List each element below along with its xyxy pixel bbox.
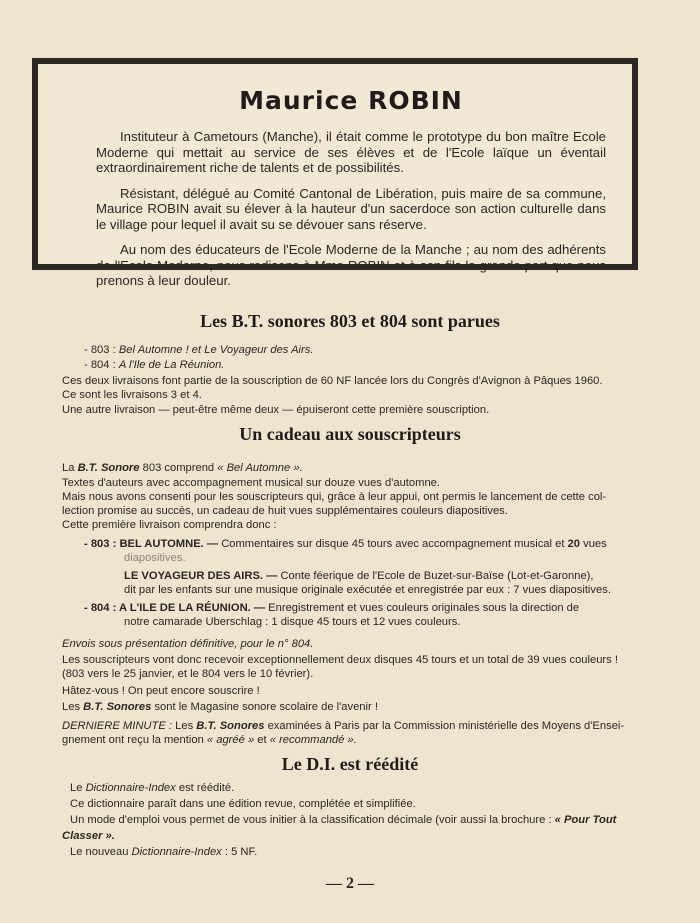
item-804: - 804 : A l'Ile de La Réunion. [84,359,225,371]
memorial-paragraph: Instituteur à Cametours (Manche), il était comme le prototype du bon maître Ecole Moderne qui mettait au service de ses élèves et de l'Ecole laïque un éventail extraordinairement riche de talents et de possibilités. [96,129,606,175]
text-line: Envois sous présentation définitive, pour le n° 804. [62,638,314,650]
page-number: — 2 — [326,875,374,892]
item-803-detail: - 803 : BEL AUTOMNE. — Commentaires sur disque 45 tours avec accompagnement musical et 20 vues [84,538,607,550]
text-line: Un mode d'emploi vous permet de vous initier à la classification décimale (voir aussi la brochure : « Pour Tout [70,814,617,826]
text-line: gnement ont reçu la mention « agréé » et « recommandé ». [62,734,357,746]
text-line: La B.T. Sonore 803 comprend « Bel Automne ». [62,462,303,474]
text-line: lection promise au succès, un cadeau de huit vues supplémentaires couleurs diapositives. [62,505,508,517]
derniere-minute: DERNIERE MINUTE : Les B.T. Sonores examinées à Paris par la Commission ministérielle des Moyens d'Ensei- [62,720,625,732]
text-line: Textes d'auteurs avec accompagnement musical sur douze vues d'automne. [62,477,441,489]
item-804-detail: - 804 : A L'ILE DE LA RÉUNION. — Enregistrement et vues couleurs originales sous la direction de [84,602,580,614]
memorial-box [32,58,638,288]
text-line: Ce dictionnaire paraît dans une édition revue, complétée et simplifiée. [70,798,416,810]
item-803: - 803 : Bel Automne ! et Le Voyageur des Airs. [84,344,314,356]
text-line: Les B.T. Sonores sont le Magasine sonore scolaire de l'avenir ! [62,701,378,713]
text-line: Hâtez-vous ! On peut encore souscrire ! [62,685,260,697]
text-line: notre camarade Uberschlag : 1 disque 45 tours et 12 vues couleurs. [124,616,461,628]
section-heading-cadeau: Un cadeau aux souscripteurs [239,424,461,444]
text-line: Cette première livraison comprendra donc : [62,519,277,531]
text-line: Mais nous avons consenti pour les souscripteurs qui, grâce à leur appui, ont permis le lancement de cette col- [62,491,607,503]
memorial-paragraph: Résistant, délégué au Comité Cantonal de Libération, puis maire de sa commune, Maurice ROBIN avait su élever à la hauteur d'un sacerdoce son action culturelle dans le village pour lequel il avait su se dévouer sans réserve. [96,185,606,232]
text-line: Ce sont les livraisons 3 et 4. [62,389,202,401]
memorial-paragraph: Au nom des éducateurs de l'Ecole Moderne de la Manche ; au nom des adhérents de l'Ecole Moderne, nous redisons à Mme ROBIN et à son fils la grande part que nous prenons à leur douleur. [96,242,606,288]
section-heading-di: Le D.I. est réédité [281,754,419,774]
text-line: (803 vers le 25 janvier, et le 804 vers le 10 février). [62,668,314,680]
text-line: Classer ». [62,830,115,842]
text-line: Une autre livraison — peut-être même deux — épuiseront cette première souscription. [62,404,490,416]
text-line: Ces deux livraisons font partie de la souscription de 60 NF lancée lors du Congrès d'Avignon à Pâques 1960. [62,375,603,387]
voyageur-detail: LE VOYAGEUR DES AIRS. — Conte féerique de l'Ecole de Buzet-sur-Baïse (Lot-et-Garonne), [124,570,594,582]
text-line: Le nouveau Dictionnaire-Index : 5 NF. [70,846,258,858]
memorial-title: Maurice ROBIN [239,86,463,115]
text-line: Le Dictionnaire-Index est réédité. [70,782,235,794]
text-line: dit par les enfants sur une musique originale exécutée et enregistrée par eux : 7 vues diapositives. [124,584,611,596]
text-line: Les souscripteurs vont donc recevoir exceptionnellement deux disques 45 tours et un total de 39 vues couleurs ! [62,654,618,666]
text-line: diapositives. [124,552,186,564]
section-heading-bt: Les B.T. sonores 803 et 804 sont parues [200,311,500,331]
